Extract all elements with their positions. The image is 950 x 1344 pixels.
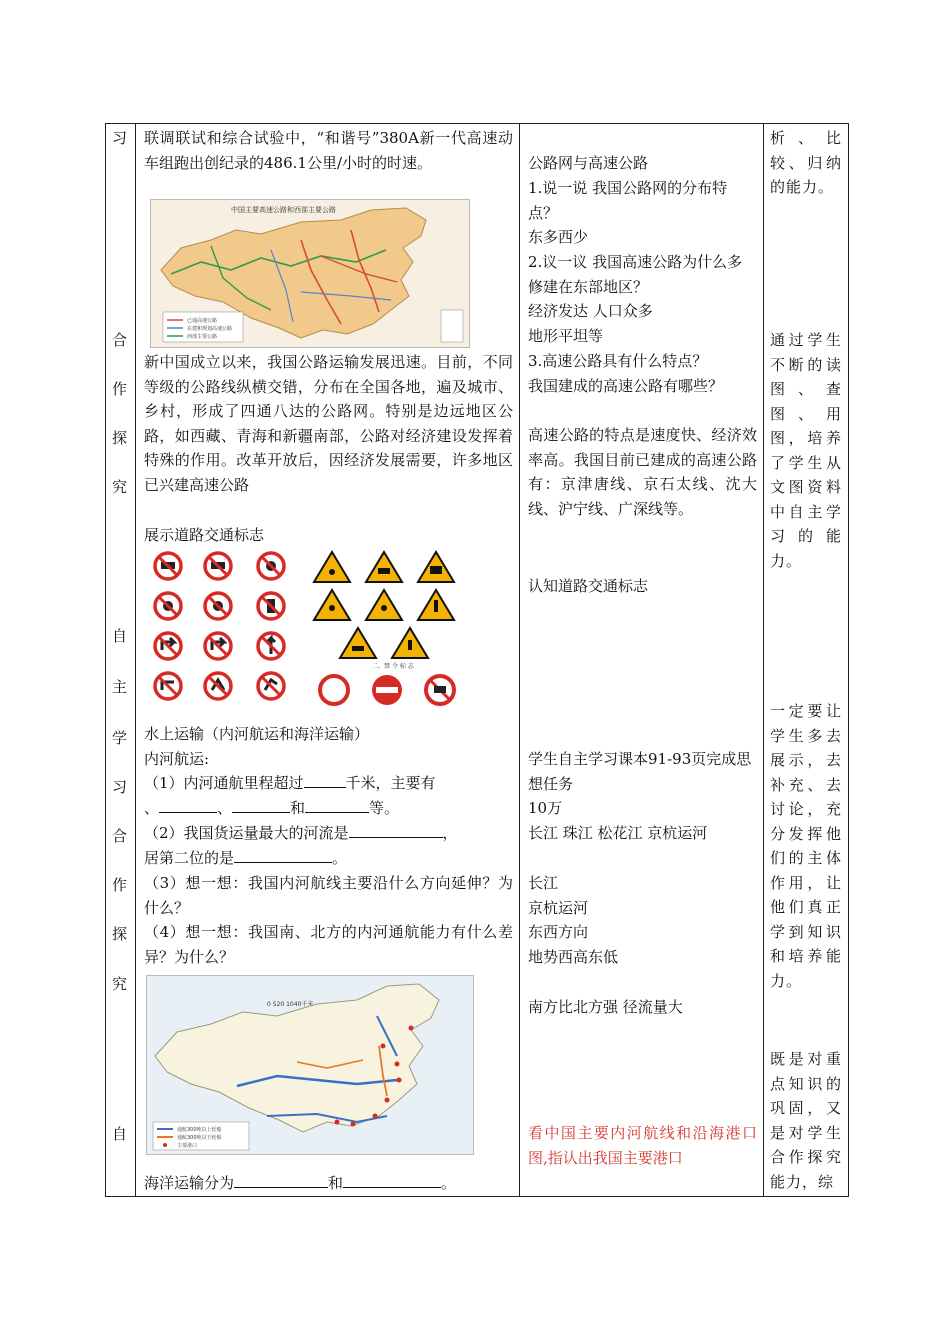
activity-q3b: 我国建成的高速公路有哪些？ bbox=[528, 377, 724, 395]
map-legend-item: 通航300吨以下轮船 bbox=[177, 1135, 222, 1141]
map-legend-item: 通航300吨以上轮船 bbox=[177, 1127, 222, 1133]
map-legend-item: 在建和规划高速公路 bbox=[187, 326, 233, 332]
intent-note-4: 既是对重点知识的巩固，又是对学生合作探究能力，综 bbox=[770, 1050, 842, 1191]
stage-char: 作 bbox=[112, 380, 128, 398]
waterway-map bbox=[146, 975, 474, 1155]
sea-transport-question: 海洋运输分为 和 。 bbox=[144, 1174, 457, 1192]
intent-note-3: 一定要让学生多去展示，去补充、去讨论，充分发挥他们的主体作用，让他们真正学到知识和培养能力。 bbox=[770, 702, 842, 990]
intro-paragraph: 联调联试和综合试验中，“和谐号”380A新一代高速动车组跑出创纪录的486.1公里/小时的时速。 bbox=[144, 129, 513, 172]
activity-answer: 长江 珠江 松花江 京杭运河 bbox=[528, 824, 708, 842]
question-4: （4）想一想：我国南、北方的内河通航能力有什么差异？为什么？ bbox=[144, 923, 513, 966]
question-3: （3）想一想：我国内河航线主要沿什么方向延伸？为什么？ bbox=[144, 874, 513, 917]
answer-blank[interactable] bbox=[234, 1172, 328, 1188]
activity-answer: 地势西高东低 bbox=[528, 948, 619, 966]
activity-answer: 东西方向 bbox=[528, 923, 589, 941]
content-column bbox=[136, 124, 520, 1197]
stage-char: 习 bbox=[112, 129, 128, 147]
map-legend-item: 主要港口 bbox=[177, 1143, 198, 1149]
water-transport-title: 水上运输（内河航运和海洋运输） bbox=[144, 725, 370, 743]
map-legend-item: 已通高速公路 bbox=[187, 318, 218, 324]
stage-char: 学 bbox=[112, 729, 128, 747]
answer-blank[interactable] bbox=[305, 797, 369, 813]
stage-char: 合 bbox=[112, 331, 128, 349]
activity-a2: 经济发达 人口众多 bbox=[528, 302, 653, 320]
stage-char: 作 bbox=[112, 876, 128, 894]
answer-blank[interactable] bbox=[343, 1172, 441, 1188]
intent-note-1: 析、比较、归纳的能力。 bbox=[770, 129, 842, 196]
question-2: （2）我国货运量最大的河流是 ， 居第二位的是 。 bbox=[144, 824, 458, 867]
map-scale: 0 520 1040千米 bbox=[267, 1001, 314, 1008]
stage-char: 探 bbox=[112, 925, 128, 943]
stage-char: 主 bbox=[112, 678, 128, 696]
stage-char: 自 bbox=[112, 1125, 128, 1143]
question-1: （1）内河通航里程超过 千米，主要有 、 、 和 等。 bbox=[144, 774, 436, 817]
signs-caption: 二、禁 令 标 志 bbox=[372, 663, 414, 670]
stage-char: 自 bbox=[112, 627, 128, 645]
intent-note-2: 通过学生不断的读图、查图、用图，培养了学生从文图资料中自主学习的能力。 bbox=[770, 331, 842, 570]
warning-signs bbox=[312, 550, 472, 662]
activity-q3: 3.高速公路具有什么特点？ bbox=[528, 352, 708, 370]
map-legend-item: 西部主要公路 bbox=[187, 334, 218, 340]
activity-a1: 东多西少 bbox=[528, 228, 589, 246]
stage-char: 合 bbox=[112, 827, 128, 845]
activity-map-task: 看中国主要内河航线和沿海港口图,指认出我国主要港口 bbox=[528, 1124, 757, 1167]
lesson-table bbox=[105, 123, 849, 1197]
stage-char: 习 bbox=[112, 778, 128, 796]
activity-answer: 京杭运河 bbox=[528, 899, 589, 917]
map-title: 中国主要高速公路和西部主要公路 bbox=[231, 206, 336, 214]
activity-answer: 长江 bbox=[528, 874, 559, 892]
road-paragraph: 新中国成立以来，我国公路运输发展迅速。目前，不同等级的公路线纵横交错，分布在全国各地，遍及城市、乡村，形成了四通八达的公路网。特别是边远地区公路，如西藏、青海和新疆南部，公路对经济建设发挥着特殊的作用。改革开放后，因经济发展需要，许多地区已兴建高速公路 bbox=[144, 353, 513, 494]
intent-column bbox=[764, 124, 849, 1197]
answer-blank[interactable] bbox=[304, 772, 346, 788]
activity-self-study: 学生自主学习课本91-93页完成思想任务 bbox=[528, 750, 752, 793]
answer-blank[interactable] bbox=[234, 847, 332, 863]
stage-column bbox=[106, 124, 136, 1197]
inland-heading: 内河航运: bbox=[144, 750, 210, 768]
answer-blank[interactable] bbox=[159, 797, 217, 813]
highway-map bbox=[150, 199, 470, 348]
activity-answer: 南方比北方强 径流量大 bbox=[528, 998, 683, 1016]
activity-a3: 高速公路的特点是速度快、经济效率高。我国目前已建成的高速公路有：京津唐线、京石太线、沈大线、沪宁线、广深线等。 bbox=[528, 426, 757, 518]
round-signs bbox=[312, 662, 472, 712]
activity-signs: 认知道路交通标志 bbox=[528, 577, 649, 595]
stage-char: 探 bbox=[112, 429, 128, 447]
stage-char: 究 bbox=[112, 478, 128, 496]
stage-char: 究 bbox=[112, 975, 128, 993]
answer-blank[interactable] bbox=[232, 797, 290, 813]
signs-heading: 展示道路交通标志 bbox=[144, 526, 265, 544]
activity-a2b: 地形平坦等 bbox=[528, 327, 604, 345]
prohibition-signs bbox=[146, 550, 310, 710]
answer-blank[interactable] bbox=[349, 822, 443, 838]
activity-answer: 10万 bbox=[528, 799, 563, 817]
activity-q2: 2.议一议 我国高速公路为什么多修建在东部地区？ bbox=[528, 253, 743, 296]
activity-heading: 公路网与高速公路 bbox=[528, 154, 649, 172]
activity-q1: 1.说一说 我国公路网的分布特点？ bbox=[528, 179, 728, 222]
activity-column bbox=[520, 124, 764, 1197]
